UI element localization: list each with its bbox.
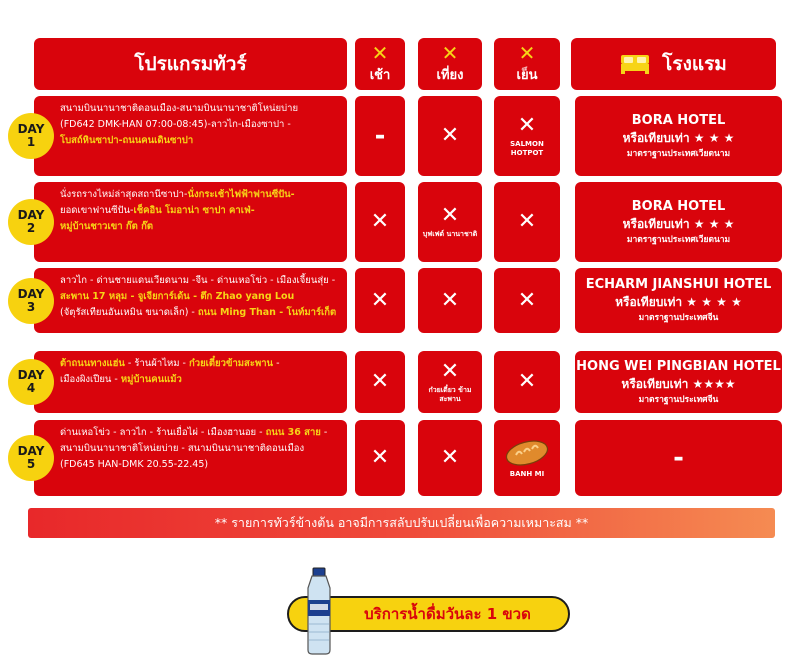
header-breakfast-label: เช้า: [369, 68, 391, 83]
breakfast-cell: [355, 96, 405, 176]
meal-label: บุฟเฟต์ นานาชาติ: [422, 230, 478, 238]
breakfast-cell: [355, 268, 405, 333]
fork-knife-icon: ✕: [517, 209, 537, 234]
hotel-cell: [575, 96, 782, 176]
water-bottle-icon: [300, 566, 338, 656]
description-line: [60, 356, 341, 372]
dinner-cell: [494, 420, 560, 496]
day-badge: [8, 359, 54, 405]
meal-label: BANH MI: [509, 470, 545, 478]
header-breakfast: [355, 38, 405, 90]
fork-knife-icon: ✕: [440, 445, 460, 470]
itinerary-note: ** รายการทัวร์ข้างต้น อาจมีการสลับปรับเปลี่ยนเพื่อความเหมาะสม **: [28, 508, 775, 538]
hotel-name: BORA HOTEL: [631, 112, 726, 128]
description-line: [60, 101, 341, 117]
hotel-standard: มาตราฐานประเทศจีน: [638, 394, 719, 405]
description-text: -: [320, 427, 328, 438]
meal-label: ก๋วยเตี๋ยว ข้ามสะพาน: [428, 385, 472, 403]
day-badge-label: DAY: [17, 286, 45, 301]
fork-knife-icon: ✕: [518, 41, 536, 65]
fork-knife-icon: ✕: [440, 358, 460, 384]
hotel-cell: [575, 182, 782, 262]
description-text: ด่านเหอโข่ว - ลาวไก - ร้านเยื่อไผ่ - เมืองฮานอย -: [60, 427, 266, 438]
fork-knife-icon: ✕: [517, 369, 537, 394]
fork-knife-icon: ✕: [370, 445, 390, 470]
header-hotel: [571, 38, 776, 90]
header-dinner-label: เย็น: [516, 68, 538, 83]
dinner-cell: [494, 351, 560, 413]
highlight-text: ถนน 36 สาย: [265, 427, 321, 438]
day-badge-label: DAY: [17, 444, 45, 458]
day-badge-label: DAY: [17, 122, 45, 136]
description-text: สนามบินนานาชาติโหน่ยบ่าย - สนามบินนานาชาติดอนเมือง: [60, 443, 305, 454]
breakfast-cell: [355, 420, 405, 496]
fork-knife-icon: ✕: [371, 41, 389, 65]
fork-knife-icon: ✕: [441, 41, 459, 65]
dinner-cell: [494, 268, 560, 333]
fork-knife-icon: ✕: [517, 112, 537, 138]
no-hotel-dash: -: [673, 443, 684, 473]
description-line: [60, 187, 341, 203]
breakfast-cell: [355, 182, 405, 262]
description-line: [60, 133, 341, 149]
description-text: ยอดเขาฟานซีปัน-: [60, 205, 134, 216]
header-lunch-label: เที่ยง: [436, 68, 464, 83]
description-line: [60, 273, 341, 289]
highlight-text: ต้าถนนทางแฮ่น: [60, 358, 125, 369]
highlight-text: เช็คอิน โมอาน่า ซาปา คาเฟ่-: [133, 205, 255, 216]
description-line: [60, 425, 341, 441]
bed-icon: [620, 53, 650, 75]
fork-knife-icon: ✕: [517, 287, 537, 313]
description-line: [60, 203, 341, 219]
day-badge-number: 3: [26, 299, 36, 314]
description-text: - ร้านผ้าไหม -: [124, 358, 189, 369]
highlight-text: ก๋วยเตี๋ยวข้ามสะพาน: [188, 358, 274, 369]
description-line: [60, 117, 341, 133]
day-badge-label: DAY: [17, 208, 45, 222]
description-text: (FD645 HAN-DMK 20.55-22.45): [60, 459, 209, 470]
hotel-name: BORA HOTEL: [631, 198, 726, 214]
lunch-cell: [418, 96, 482, 176]
header-program-label: โปรแกรมทัวร์: [134, 53, 247, 75]
highlight-text: โบสถ์หินซาปา-ถนนคนเดินซาปา: [60, 135, 194, 146]
description-line: [60, 289, 341, 305]
day-badge: [8, 435, 54, 481]
dinner-cell: [494, 182, 560, 262]
fork-knife-icon: ✕: [370, 369, 390, 394]
water-service-label: บริการน้ำดื่มวันละ 1 ขวด: [364, 605, 531, 623]
highlight-text: หมู่บ้านคนแม้ว: [120, 374, 182, 385]
hotel-rating: หรือเทียบเท่า ★ ★ ★: [622, 130, 735, 145]
day-description: [34, 268, 347, 333]
dinner-cell: [494, 96, 560, 176]
description-line: [60, 372, 341, 388]
breakfast-cell: [355, 351, 405, 413]
day-badge-number: 2: [26, 221, 36, 235]
hotel-cell: [575, 268, 782, 333]
day-description: [34, 351, 347, 413]
hotel-cell: [575, 351, 782, 413]
description-text: ลาวไก - ด่านชายแดนเวียดนาม -จีน - ด่านเหอโข่ว - เมืองเจี้ยนสุ่ย -: [60, 275, 336, 286]
description-text: (FD642 DMK-HAN 07:00-08:45)-ลาวไก-เมืองซาปา -: [60, 119, 291, 130]
highlight-text: สะพาน 17 หลุม - จูเจียการ์เด้น - ตึก Zhao yang Lou: [60, 291, 295, 302]
highlight-text: หมู่บ้านชาวเขา ก๊ต ก๊ต: [60, 221, 154, 232]
day-badge: [8, 278, 54, 324]
lunch-cell: [418, 420, 482, 496]
lunch-cell: [418, 351, 482, 413]
day-badge-number: 4: [26, 381, 36, 395]
day-badge-label: DAY: [17, 368, 45, 382]
hotel-name: HONG WEI PINGBIAN HOTEL: [576, 358, 781, 374]
fork-knife-icon: ✕: [440, 123, 460, 148]
meal-label: SALMON HOTPOT: [510, 139, 544, 157]
description-text: สนามบินนานาชาติดอนเมือง-สนามบินนานาชาติโหน่ยบ่าย: [60, 103, 299, 114]
bread-icon: [504, 437, 550, 467]
description-text: (จัตุรัสเทียนอันเหมิน ขนาดเล็ก) -: [60, 307, 198, 318]
description-text: นั่งรถรางไหม่ล่าสุดสถานีซาปา-: [60, 189, 188, 200]
header-hotel-label: โรงแรม: [662, 53, 727, 75]
header-lunch: [418, 38, 482, 90]
highlight-text: ถนน Ming Than - โนท์มาร์เก็ต: [197, 307, 337, 318]
day-description: [34, 96, 347, 176]
fork-knife-icon: ✕: [370, 287, 390, 313]
hotel-standard: มาตราฐานประเทศเวียดนาม: [626, 234, 731, 245]
hotel-rating: หรือเทียบเท่า ★ ★ ★ ★: [615, 295, 742, 309]
day-description: [34, 182, 347, 262]
description-text: เมืองผิงเปียน -: [60, 374, 121, 385]
hotel-standard: มาตราฐานประเทศจีน: [638, 313, 719, 323]
hotel-cell: [575, 420, 782, 496]
day-badge-number: 1: [26, 135, 36, 149]
hotel-rating: หรือเทียบเท่า ★ ★ ★: [622, 216, 735, 231]
day-badge: [8, 199, 54, 245]
hotel-standard: มาตราฐานประเทศเวียดนาม: [626, 148, 731, 159]
day-description: [34, 420, 347, 496]
fork-knife-icon: ✕: [370, 209, 390, 234]
lunch-cell: [418, 182, 482, 262]
description-line: [60, 441, 341, 457]
day-badge: [8, 113, 54, 159]
fork-knife-icon: ✕: [440, 203, 460, 228]
description-line: [60, 305, 341, 321]
highlight-text: นั่งกระเช้าไฟฟ้าฟานซีปัน-: [187, 189, 295, 200]
day-badge-number: 5: [26, 457, 36, 471]
description-text: -: [273, 358, 280, 369]
hotel-name: ECHARM JIANSHUI HOTEL: [585, 277, 772, 292]
lunch-cell: [418, 268, 482, 333]
description-line: [60, 457, 341, 473]
header-program: [34, 38, 347, 90]
hotel-rating: หรือเทียบเท่า ★★★★: [621, 376, 736, 391]
fork-knife-icon: ✕: [440, 287, 460, 313]
no-meal-dash: -: [374, 121, 386, 151]
description-line: [60, 219, 341, 235]
header-dinner: [494, 38, 560, 90]
